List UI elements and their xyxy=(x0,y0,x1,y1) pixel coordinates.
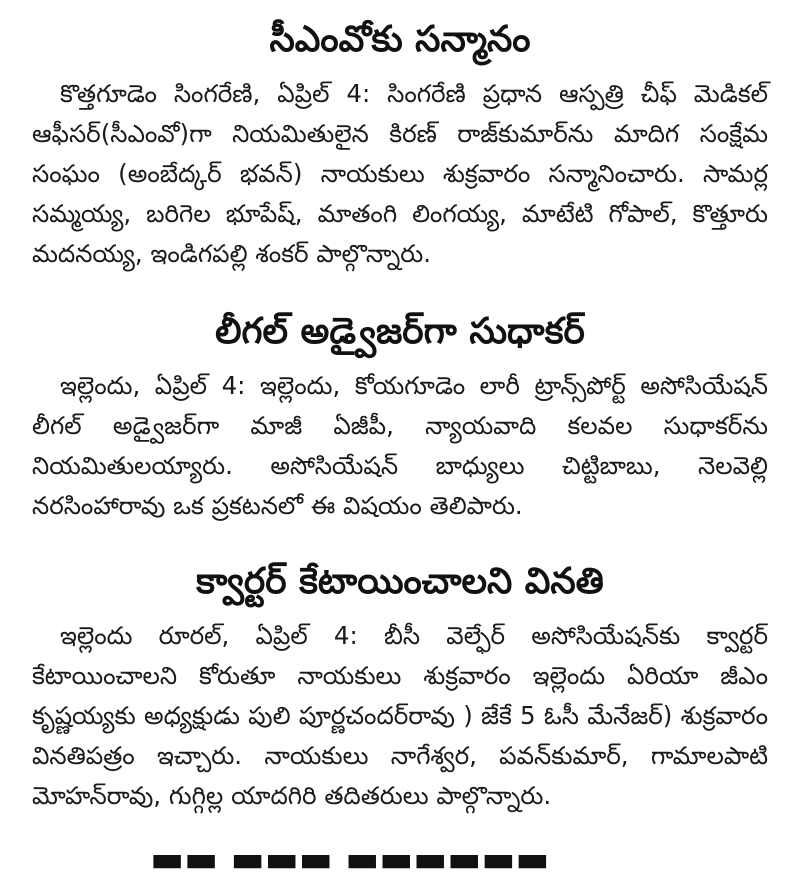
article-headline: లీగల్ అడ్వైజర్‌గా సుధాకర్ xyxy=(215,311,585,352)
article-body: ఇల్లెందు రూరల్, ఏప్రిల్ 4: బీసీ వెల్ఫేర్ అసోసియేషన్‌కు క్వార్టర్ కేటాయించాలని కోరుతూ నాయకులు శుక్రవారం ఇల్లెందు ఏరియా జీఎం కృష్ణయ్యకు అధ్యక్షుడు పులి పూర్ణచందర్‌రావు ) జేకే 5 ఓసీ మేనేజర్) శుక్రవారం వినతిపత్రం ఇచ్చారు. నాయకులు నాగేశ్వర, పవన్‌కుమార్, గామాలపాటి మోహన్‌రావు, గుగ్గిల్ల యాదగిరి తదితరులు పాల్గొన్నారు. xyxy=(32,621,768,810)
article-headline: క్వార్టర్ కేటాయించాలని వినతి xyxy=(196,561,604,602)
cut-off-next-headline xyxy=(150,839,650,880)
article-cmo-felicitation xyxy=(32,14,768,274)
article-body: ఇల్లెందు, ఏప్రిల్ 4: ఇల్లెందు, కోయగూడెం లారీ ట్రాన్స్‌పోర్ట్ అసోసియేషన్ లీగల్ అడ్వైజర్‌గా మాజీ ఏజీపీ, న్యాయవాది కలవల సుధాకర్‌ను నియమితులయ్యారు. అసోసియేషన్ బాధ్యులు చిట్టిబాబు, నెలవెల్లి నరసింహారావు ఒక ప్రకటనలో ఈ విషయం తెలిపారు. xyxy=(32,371,768,520)
article-body: కొత్తగూడెం సింగరేణి, ఏప్రిల్ 4: సింగరేణి ప్రధాన ఆస్పత్రి చీఫ్ మెడికల్ ఆఫీసర్(సీఎంవో)గా నియమితులైన కిరణ్ రాజ్‌కుమార్‌ను మాదిగ సంక్షేమ సంఘం (అంబేద్కర్ భవన్) నాయకులు శుక్రవారం సన్మానించారు. సామర్ల సమ్మయ్య, బరిగెల భూపేష్, మాతంగి లింగయ్య, మాటేటి గోపాల్, కొత్తూరు మదనయ్య, ఇండిగపల్లి శంకర్ పాల్గొన్నారు. xyxy=(32,79,768,268)
article-headline: సీఎంవోకు సన్మానం xyxy=(269,19,531,60)
article-legal-advisor xyxy=(32,306,768,526)
article-quarter-request xyxy=(32,556,768,816)
cut-off-headline-fragment: ▬▬ ▬▬▬ ▬▬▬▬▬▬ xyxy=(150,839,550,880)
